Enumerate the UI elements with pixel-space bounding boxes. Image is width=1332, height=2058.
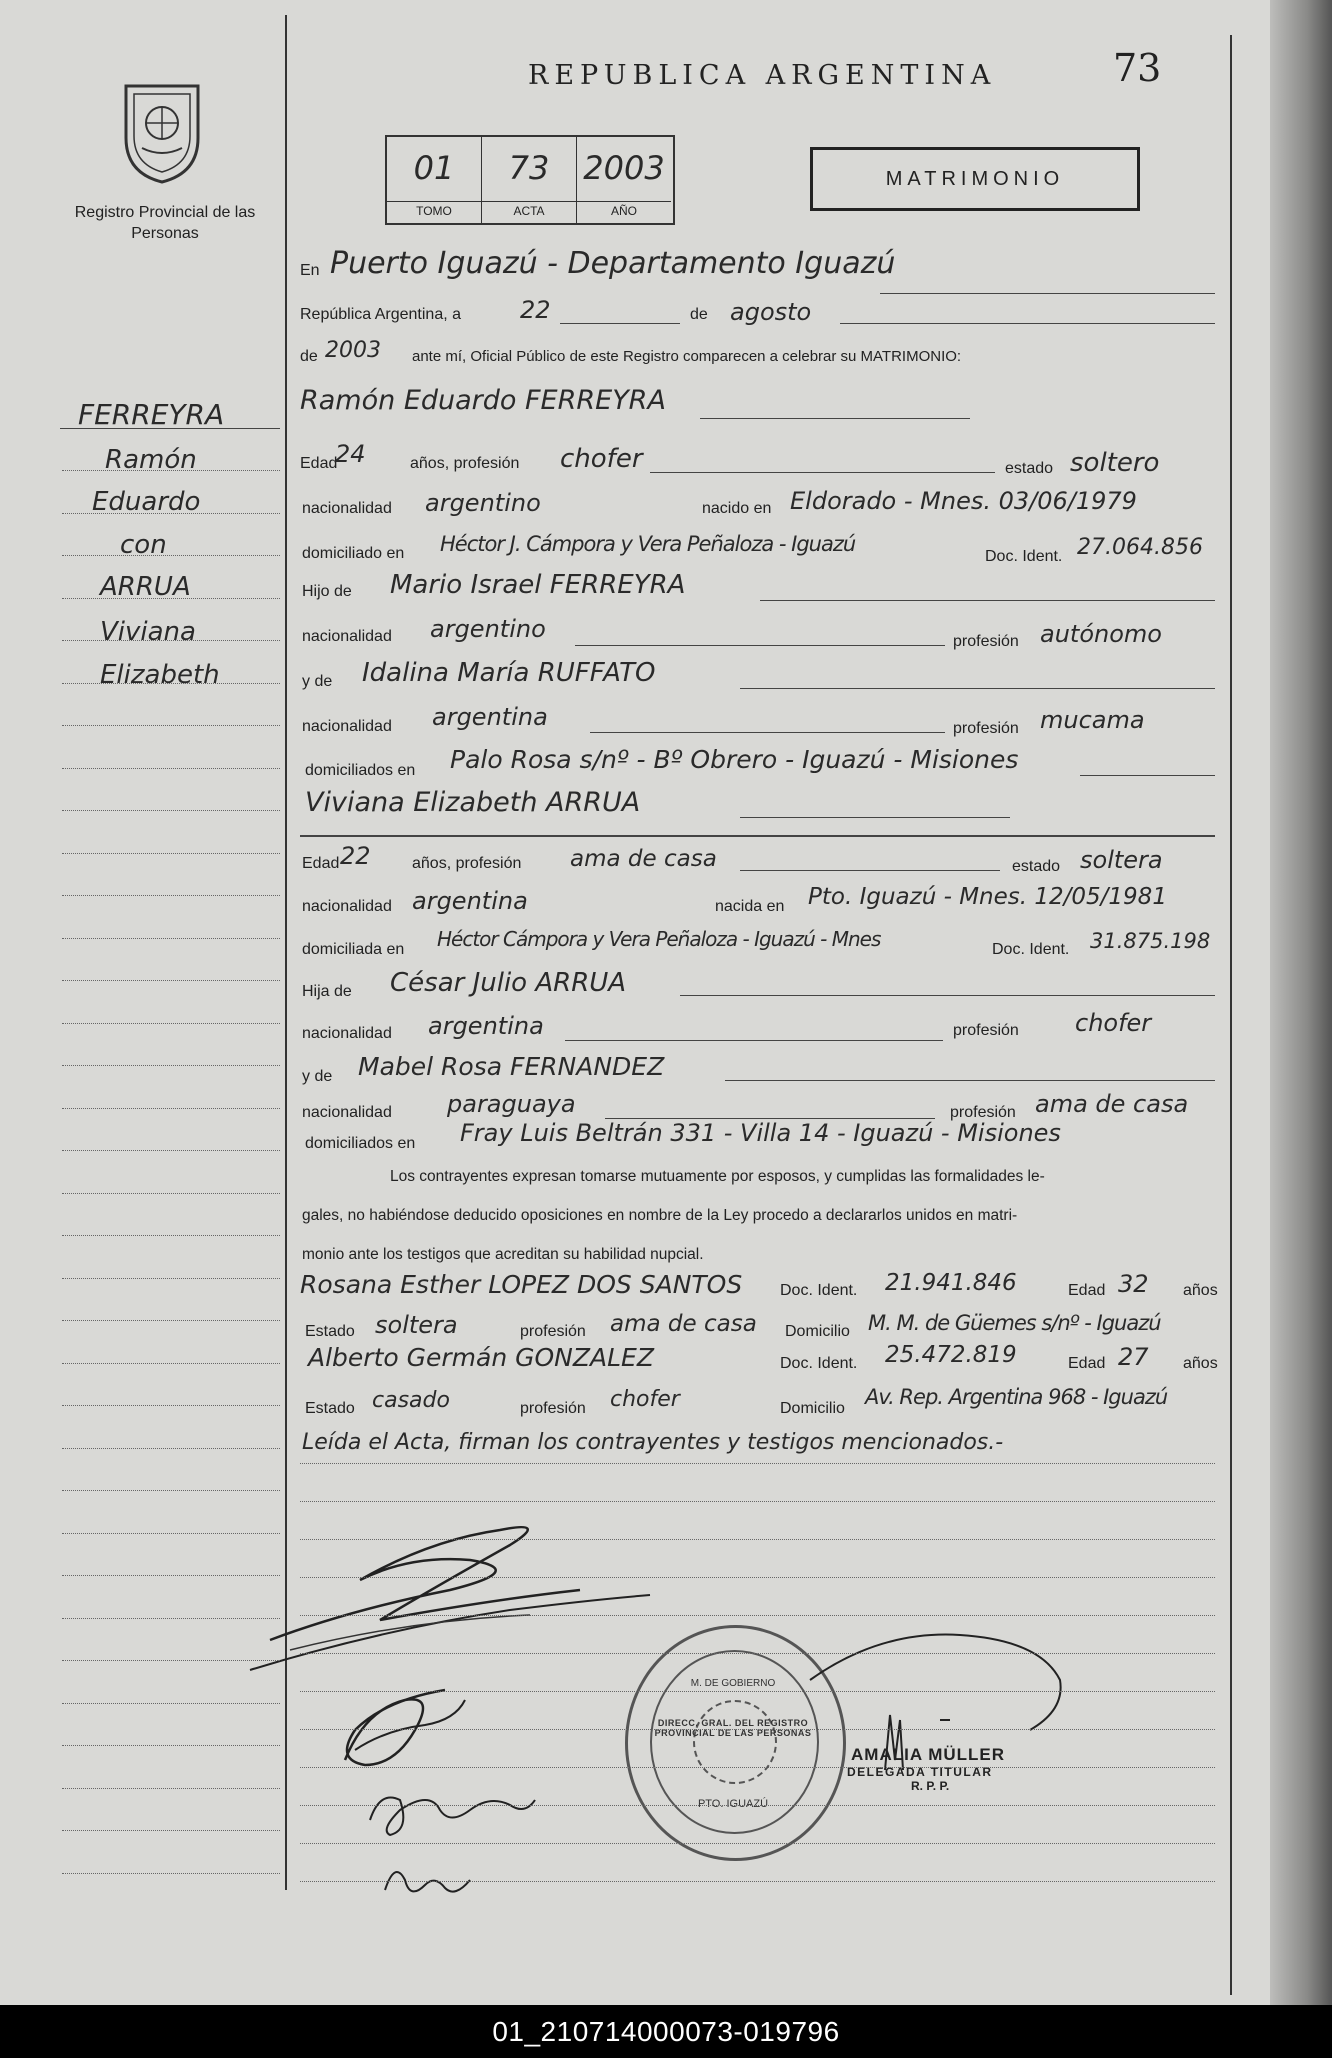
stamp-ring-text: DIRECC. GRAL. DEL REGISTRO PROVINCIAL DE LAS PERSONAS — [654, 1718, 812, 1738]
margin-rule — [62, 810, 280, 811]
bride-name: Viviana Elizabeth ARRUA — [305, 787, 641, 818]
groom-birth: Eldorado - Mnes. 03/06/1979 — [790, 487, 1137, 515]
groom-name: Ramón Eduardo FERREYRA — [300, 385, 666, 416]
body-rule — [300, 1501, 1215, 1502]
bride-parents-domicile: Fray Luis Beltrán 331 - Villa 14 - Iguazú - Misiones — [460, 1119, 1061, 1147]
signature-bride — [325, 1670, 475, 1780]
body-rule — [300, 1767, 1215, 1768]
label-domiciliados-en: domiciliados en — [305, 1135, 416, 1152]
label-estado: estado — [1012, 858, 1061, 875]
margin-rule — [62, 1618, 280, 1619]
label-hijo-de: Hijo de — [302, 583, 352, 600]
margin-rule — [62, 1023, 280, 1024]
groom-father-profession: autónomo — [1040, 620, 1162, 648]
legal-text-line: gales, no habiéndose deducido oposiciones en nombre de la Ley procedo a declararlos unidos en matri- — [302, 1207, 1018, 1224]
witness1-age: 32 — [1118, 1270, 1149, 1298]
provincial-seal-logo — [116, 78, 208, 186]
bride-father: César Julio ARRUA — [390, 968, 627, 998]
stamp-bottom-text: PTO. IGUAZÚ — [697, 1798, 769, 1810]
closing-statement: Leída el Acta, firman los contrayentes y testigos mencionados.- — [302, 1430, 1004, 1455]
registry-name: Registro Provincial de las Personas — [74, 204, 256, 242]
signature-witness2 — [375, 1850, 475, 1910]
bride-doc: 31.875.198 — [1090, 929, 1211, 953]
bride-birth: Pto. Iguazú - Mnes. 12/05/1981 — [808, 884, 1167, 910]
margin-rule — [62, 1065, 280, 1066]
witness1-doc: 21.941.846 — [885, 1270, 1017, 1296]
margin-rule — [62, 1788, 280, 1789]
margin-rule — [62, 1320, 280, 1321]
label-doc-ident: Doc. Ident. — [780, 1355, 858, 1372]
ano-value: 2003 — [583, 149, 665, 187]
acta-cell — [482, 137, 577, 223]
margin-rule — [62, 1830, 280, 1831]
label-anos: años — [1183, 1282, 1218, 1299]
body-rule — [300, 1539, 1215, 1540]
margin-line: ARRUA — [100, 572, 191, 602]
label-profesion: profesión — [953, 633, 1019, 650]
country-heading: REPUBLICA ARGENTINA — [528, 60, 997, 91]
witness2-status: casado — [372, 1388, 450, 1413]
stamp-inner-text: M. DE GOBIERNO — [690, 1678, 776, 1689]
appear-text: ante mí, Oficial Público de este Registro comparecen a celebrar su MATRIMONIO: — [412, 348, 962, 365]
body-rule — [300, 1691, 1215, 1692]
label-profesion: profesión — [953, 1022, 1019, 1039]
tomo-cell — [387, 137, 482, 223]
groom-domicile: Héctor J. Cámpora y Vera Peñaloza - Iguazú — [440, 532, 856, 556]
margin-line: Eduardo — [92, 487, 201, 517]
label-anos: años — [1183, 1355, 1218, 1372]
bride-father-nationality: argentina — [428, 1012, 544, 1040]
label-profesion: profesión — [520, 1400, 586, 1417]
margin-surname: FERREYRA — [78, 398, 225, 431]
official-title: DELEGADA TITULAR — [847, 1765, 993, 1779]
bride-domicile: Héctor Cámpora y Vera Peñaloza - Iguazú - Mnes — [437, 927, 881, 951]
marriage-place: Puerto Iguazú - Departamento Iguazú — [330, 246, 896, 281]
margin-rule — [62, 1405, 280, 1406]
legal-text-line: monio ante los testigos que acreditan su habilidad nupcial. — [302, 1246, 704, 1263]
official-name-stamp — [847, 1745, 1006, 1793]
groom-father: Mario Israel FERREYRA — [390, 570, 686, 600]
ano-label: AÑO — [577, 201, 671, 218]
margin-rule — [62, 725, 280, 726]
official-office: R. P. P. — [911, 1779, 950, 1793]
witness2-name: Alberto Germán GONZALEZ — [308, 1343, 654, 1372]
label-estado: estado — [1005, 460, 1054, 477]
margin-rule — [62, 853, 280, 854]
label-nacionalidad: nacionalidad — [302, 1104, 392, 1121]
margin-rule — [62, 598, 280, 599]
witness1-domicile: M. M. de Güemes s/nº - Iguazú — [868, 1311, 1161, 1335]
margin-rule — [62, 1150, 280, 1151]
label-hija-de: Hija de — [302, 983, 352, 1000]
body-rule — [300, 1577, 1215, 1578]
groom-nationality: argentino — [425, 489, 541, 517]
label-profesion: profesión — [520, 1323, 586, 1340]
margin-rule — [62, 640, 280, 641]
margin-rule — [62, 1660, 280, 1661]
label-doc-ident: Doc. Ident. — [780, 1282, 858, 1299]
margin-line: Ramón — [105, 445, 197, 475]
witness1-status: soltera — [375, 1311, 458, 1339]
body-rule — [300, 1805, 1215, 1806]
margin-rule — [62, 1448, 280, 1449]
label-domicilio: Domicilio — [785, 1323, 850, 1340]
witness2-profession: chofer — [610, 1387, 680, 1412]
official-name: AMALIA MÜLLER — [851, 1745, 1006, 1764]
margin-rule — [62, 768, 280, 769]
bride-father-profession: chofer — [1075, 1009, 1152, 1037]
margin-rule — [62, 1575, 280, 1576]
witness2-domicile: Av. Rep. Argentina 968 - Iguazú — [865, 1385, 1168, 1409]
witness1-name: Rosana Esther LOPEZ DOS SANTOS — [300, 1270, 743, 1299]
label-nacionalidad: nacionalidad — [302, 628, 392, 645]
body-rule — [300, 1843, 1215, 1844]
label-edad: Edad — [300, 455, 338, 472]
bride-nationality: argentina — [412, 887, 528, 915]
margin-line: Elizabeth — [100, 660, 220, 690]
label-anos-profesion: años, profesión — [412, 855, 522, 872]
margin-rule — [62, 470, 280, 471]
groom-parents-domicile: Palo Rosa s/nº - Bº Obrero - Iguazú - Misiones — [450, 745, 1019, 774]
tomo-value: 01 — [413, 149, 455, 187]
bride-profession: ama de casa — [570, 846, 717, 872]
label-y-de: y de — [302, 673, 333, 690]
en-label: En — [300, 262, 320, 279]
label-estado: Estado — [305, 1400, 355, 1417]
margin-line: con — [120, 530, 167, 560]
ano-cell — [577, 137, 671, 223]
margin-rule — [62, 683, 280, 684]
acta-label: ACTA — [482, 201, 576, 218]
marriage-year: 2003 — [325, 338, 381, 363]
label-doc-ident: Doc. Ident. — [992, 941, 1070, 958]
witness1-profession: ama de casa — [610, 1311, 757, 1337]
label-domiciliado-en: domiciliado en — [302, 545, 405, 562]
label-y-de: y de — [302, 1068, 333, 1085]
body-rule — [300, 1615, 1215, 1616]
label-domiciliados-en: domiciliados en — [305, 762, 416, 779]
bride-mother: Mabel Rosa FERNANDEZ — [358, 1052, 665, 1081]
record-type-box: MATRIMONIO — [810, 147, 1140, 211]
legal-text-line: Los contrayentes expresan tomarse mutuamente por esposos, y cumplidas las formalidades le- — [390, 1168, 1045, 1185]
bride-status: soltera — [1080, 846, 1163, 874]
bride-mother-profession: ama de casa — [1035, 1090, 1189, 1118]
margin-rule — [62, 1235, 280, 1236]
label-nacionalidad: nacionalidad — [302, 1025, 392, 1042]
label-doc-ident: Doc. Ident. — [985, 548, 1063, 565]
republica-label: República Argentina, a — [300, 306, 461, 323]
margin-rule — [62, 1278, 280, 1279]
de-label: de — [690, 306, 708, 323]
margin-rule — [62, 980, 280, 981]
document-id-footer: 01_210714000073-019796 — [0, 2005, 1332, 2058]
margin-rule — [62, 513, 280, 514]
groom-status: soltero — [1070, 448, 1160, 478]
right-margin-line — [1230, 35, 1232, 1995]
body-rule — [300, 1729, 1215, 1730]
marriage-day: 22 — [520, 296, 551, 324]
margin-rule — [62, 1490, 280, 1491]
label-estado: Estado — [305, 1323, 355, 1340]
margin-rule — [62, 1193, 280, 1194]
de-year-label: de — [300, 348, 318, 365]
acta-reference-box — [385, 135, 675, 225]
tomo-label: TOMO — [387, 201, 481, 218]
label-profesion: profesión — [953, 720, 1019, 737]
witness2-doc: 25.472.819 — [885, 1342, 1017, 1368]
label-nacionalidad: nacionalidad — [302, 500, 392, 517]
signature-witness1 — [360, 1770, 540, 1850]
label-edad: Edad — [1068, 1355, 1106, 1372]
label-nacida-en: nacida en — [715, 898, 785, 915]
bride-mother-nationality: paraguaya — [447, 1090, 576, 1118]
label-nacido-en: nacido en — [702, 500, 772, 517]
body-rule — [300, 1653, 1215, 1654]
margin-rule — [62, 1873, 280, 1874]
margin-rule — [62, 1745, 280, 1746]
label-domiciliada-en: domiciliada en — [302, 941, 405, 958]
marriage-month: agosto — [730, 298, 812, 326]
witness2-age: 27 — [1118, 1343, 1149, 1371]
label-nacionalidad: nacionalidad — [302, 898, 392, 915]
groom-mother: Idalina María RUFFATO — [362, 658, 656, 688]
margin-rule — [62, 938, 280, 939]
groom-profession: chofer — [560, 444, 643, 474]
label-profesion: profesión — [950, 1104, 1016, 1121]
groom-mother-profession: mucama — [1040, 706, 1145, 734]
margin-rule — [62, 1108, 280, 1109]
label-edad: Edad — [1068, 1282, 1106, 1299]
margin-rule — [62, 1363, 280, 1364]
bride-age: 22 — [340, 842, 371, 870]
label-edad: Edad — [302, 855, 340, 872]
label-nacionalidad: nacionalidad — [302, 718, 392, 735]
groom-mother-nationality: argentina — [432, 703, 548, 731]
acta-value: 73 — [508, 149, 550, 187]
label-domicilio: Domicilio — [780, 1400, 845, 1417]
groom-father-nationality: argentino — [430, 615, 546, 643]
body-rule — [300, 1463, 1215, 1464]
book-edge — [1270, 0, 1332, 2005]
margin-line: Viviana — [100, 617, 196, 647]
margin-rule — [62, 1703, 280, 1704]
body-rule — [300, 1881, 1215, 1882]
margin-rule — [62, 555, 280, 556]
groom-doc: 27.064.856 — [1077, 535, 1203, 560]
margin-rule — [62, 1533, 280, 1534]
label-anos-profesion: años, profesión — [410, 455, 520, 472]
margin-rule — [62, 895, 280, 896]
page-number: 73 — [1113, 46, 1162, 90]
groom-age: 24 — [335, 440, 366, 468]
